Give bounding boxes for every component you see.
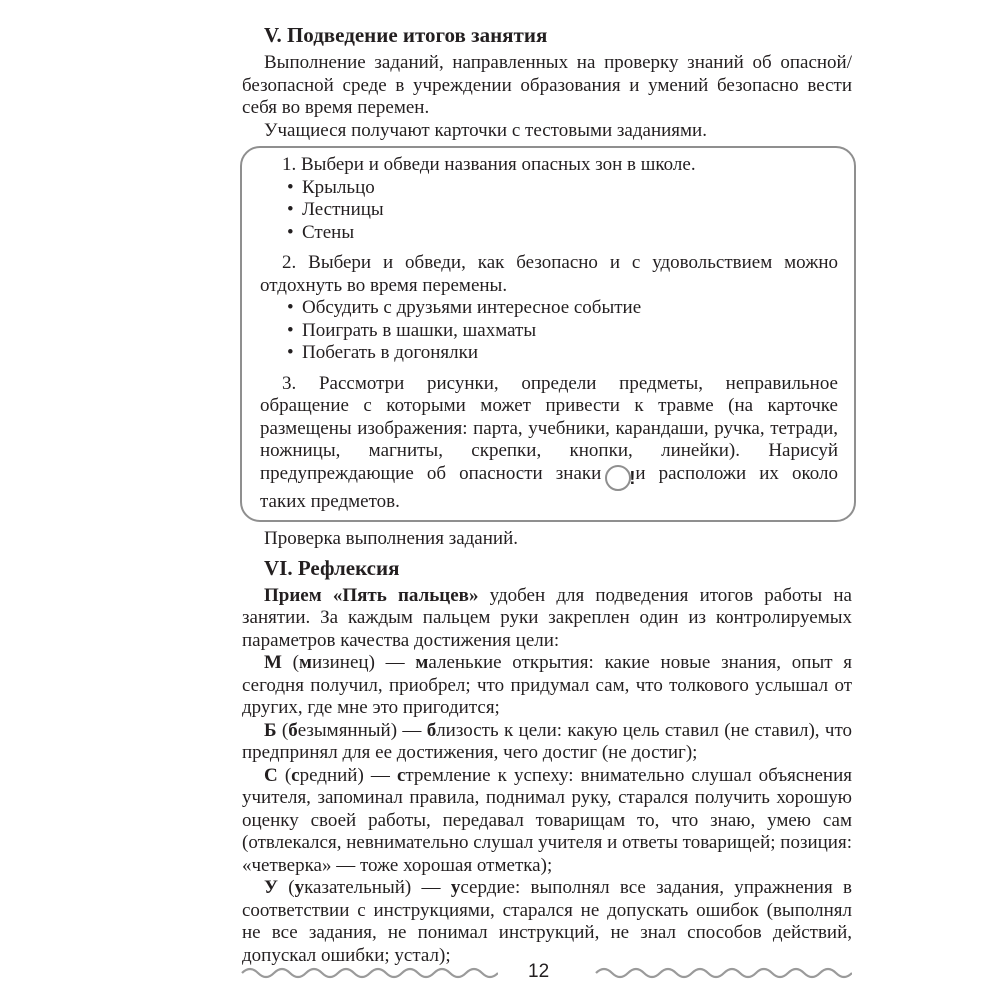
list-item: • Обсудить с друзьями интересное событие [287, 297, 642, 318]
section-5-heading: V. Подведение итогов занятия [264, 23, 548, 47]
list-item: • Поиграть в шашки, шахматы [287, 319, 537, 341]
task-3-text-end: и расположи их около таких предметов. [260, 462, 839, 512]
list-item: • Лестницы [287, 199, 384, 220]
wave-ornament-right [594, 966, 852, 980]
task-1-list [260, 177, 838, 245]
page-content [242, 22, 852, 967]
section-5-cards-note: Учащиеся получают карточки с тестовыми заданиями. [264, 119, 707, 141]
task-3-text: 3. Рассмотри рисунки, определи предметы, неправильное обращение с которыми может привести к травме (на карточке размещены изображения: парта, учебники, карандаши, ручка, тетради, ножницы, магниты, скрепки, кнопки, линейки). Нарисуй предупреждающие об опасности знаки [260, 372, 838, 484]
task-2: 2. Выбери и обведи, как безопасно и с удовольствием можно отдохнуть во время перемены. [260, 252, 838, 296]
finger-item-middle: С (средний) — стремление к успеху: внимательно слушал объяснения учителя, запоминал правила, поднимал руку, старался получить хорошую оценку своей работы, передавал товарищам то, что знаю, умею сам (отвлекался, невнимательно слушал учителя и ответы товарищей; позиция: «четверка» — тоже хорошая отметка); [242, 764, 853, 876]
list-item: • Побегать в догонялки [287, 342, 479, 363]
task-3 [260, 373, 838, 514]
finger-item-index: У (указательный) — усердие: выполнял все задания, упражнения в соответствии с инструкциями, старался не допускать ошибок (выполнял не все задания, не понимал инструкций, не знал способов действий, допускал ошибки; устал); [242, 877, 852, 966]
task-1: 1. Выбери и обведи названия опасных зон в школе. [282, 154, 696, 175]
warning-sign-icon: ! [605, 465, 631, 491]
task-2-list [260, 297, 838, 365]
section-6-intro: Прием «Пять пальцев» удобен для подведения итогов работы на занятии. За каждым пальцем руки закреплен один из контролируемых параметров качества достижения цели: [242, 584, 852, 651]
finger-item-pinky: М (мизинец) — маленькие открытия: какие новые знания, опыт я сегодня получил, приобрел; что придумал сам, что толкового услышал от других, где мне это пригодится; [242, 652, 853, 718]
check-note: Проверка выполнения заданий. [264, 528, 518, 549]
section-5-paragraph: Выполнение заданий, направленных на проверку знаний об опасной/безопасной среде в учреждении образования и умений безопасно вести себя во время перемен. [242, 52, 852, 118]
list-item: • Стены [287, 221, 355, 243]
test-card-frame [240, 146, 856, 522]
wave-ornament-left [240, 966, 498, 980]
section-6-heading: VI. Рефлексия [264, 555, 400, 580]
finger-item-ring: Б (безымянный) — близость к цели: какую цель ставил (не ставил), что предпринял для ее достижения, чего достиг (не достиг); [242, 719, 853, 763]
page-footer [240, 958, 852, 988]
list-item: • Крыльцо [287, 176, 375, 198]
page-number: 12 [528, 961, 550, 982]
